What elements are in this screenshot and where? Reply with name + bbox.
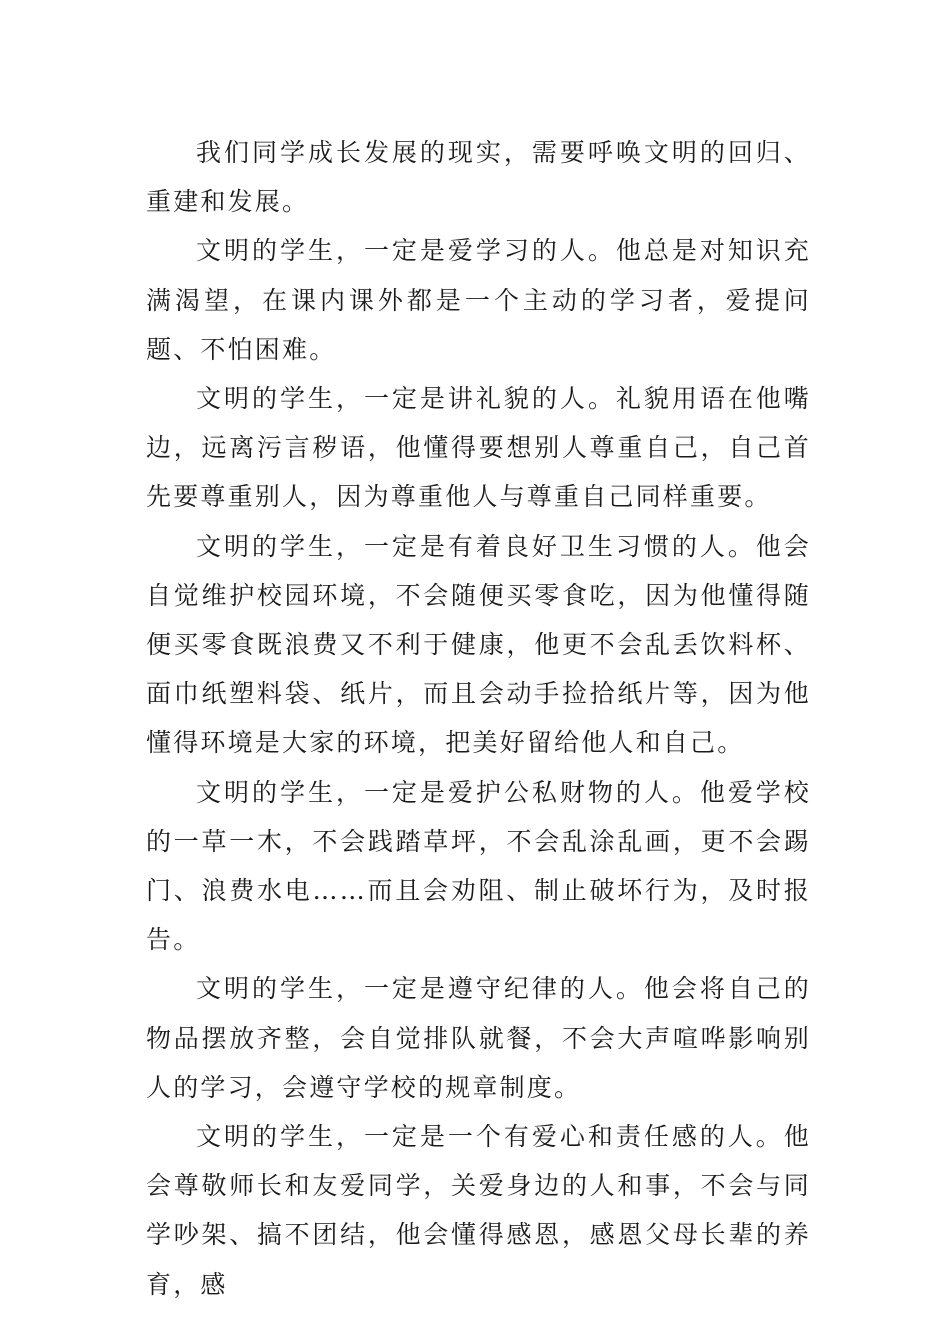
document-body	[146, 128, 811, 1309]
paragraph-5: 文明的学生，一定是爱护公私财物的人。他爱学校的一草一木，不会践踏草坪，不会乱涂乱画，更不会踢门、浪费水电……而且会劝阻、制止破坏行为，及时报告。	[146, 777, 811, 955]
paragraph-6: 文明的学生，一定是遵守纪律的人。他会将自己的物品摆放齐整，会自觉排队就餐，不会大声喧哗影响别人的学习，会遵守学校的规章制度。	[146, 974, 811, 1102]
paragraph-1: 我们同学成长发展的现实，需要呼唤文明的回归、重建和发展。	[146, 138, 811, 217]
paragraph-7: 文明的学生，一定是一个有爱心和责任感的人。他会尊敬师长和友爱同学，关爱身边的人和事，不会与同学吵架、搞不团结，他会懂得感恩，感恩父母长辈的养育，感	[146, 1122, 811, 1299]
paragraph-2: 文明的学生，一定是爱学习的人。他总是对知识充满渴望，在课内课外都是一个主动的学习者，爱提问题、不怕困难。	[146, 236, 811, 364]
paragraph-3: 文明的学生，一定是讲礼貌的人。礼貌用语在他嘴边，远离污言秽语，他懂得要想别人尊重自己，自己首先要尊重别人，因为尊重他人与尊重自己同样重要。	[146, 384, 811, 512]
paragraph-4: 文明的学生，一定是有着良好卫生习惯的人。他会自觉维护校园环境，不会随便买零食吃，因为他懂得随便买零食既浪费又不利于健康，他更不会乱丢饮料杯、面巾纸塑料袋、纸片，而且会动手捡拾纸片等，因为他懂得环境是大家的环境，把美好留给他人和自己。	[146, 531, 811, 758]
